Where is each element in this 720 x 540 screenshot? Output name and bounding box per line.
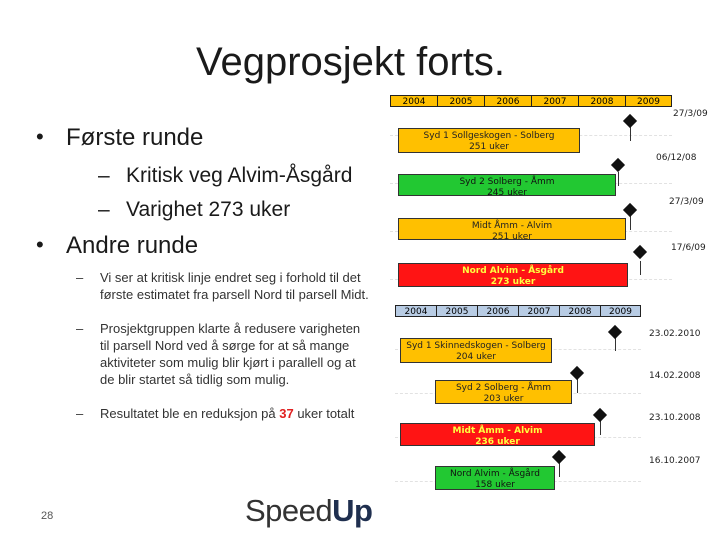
- gantt-second-round: [395, 305, 720, 510]
- slide-title: Vegprosjekt forts.: [196, 40, 506, 84]
- gantt-bar-syd1: [398, 128, 580, 153]
- bar-duration: 204 uker: [456, 352, 496, 362]
- gantt-bar-midt: [398, 218, 626, 240]
- date-label: 23.10.2008: [649, 413, 701, 423]
- sub-bullet-critical-path: [98, 164, 353, 188]
- bullet-second-round: [36, 232, 199, 260]
- milestone-stem: [577, 379, 578, 393]
- sub-bullet-reduction-effort: [76, 320, 370, 388]
- gantt-bar-syd2: [398, 174, 616, 196]
- milestone-stem: [630, 216, 631, 230]
- sub-bullet-duration: [98, 198, 291, 222]
- year-cell: 2009: [600, 305, 641, 317]
- dash-marker: –: [76, 406, 84, 421]
- milestone-diamond: [552, 450, 566, 464]
- result-highlight-number: 37: [279, 406, 294, 421]
- milestone-diamond: [623, 114, 637, 128]
- milestone-diamond: [593, 408, 607, 422]
- sub-bullet-text: Vi ser at kritisk linje endret seg i forhold til det første estimatet fra parsell Nord til parsell Midt.: [100, 270, 369, 302]
- milestone-diamond: [570, 366, 584, 380]
- year-cell: 2007: [518, 305, 559, 317]
- milestone-diamond: [623, 203, 637, 217]
- bar-label: Nord Alvim - Åsgård: [462, 266, 564, 276]
- milestone-diamond: [633, 245, 647, 259]
- logo-part-up: Up: [332, 493, 373, 528]
- bullet-first-round-label: Første runde: [66, 124, 204, 151]
- year-cell: 2006: [477, 305, 518, 317]
- dash-marker: –: [98, 164, 110, 187]
- year-cell: 2005: [436, 305, 477, 317]
- year-cell: 2006: [484, 95, 531, 107]
- date-label: 23.02.2010: [649, 329, 701, 339]
- bullet-first-round: [36, 124, 204, 152]
- date-label: 16.10.2007: [649, 456, 701, 466]
- bullet-dot: •: [36, 124, 44, 149]
- bar-duration: 236 uker: [475, 437, 520, 447]
- logo-part-speed: Speed: [245, 493, 333, 528]
- bar-label: Syd 1 Skinnedskogen - Solberg: [406, 341, 546, 351]
- bar-label: Nord Alvim - Åsgård: [450, 469, 540, 479]
- speedup-logo: [245, 493, 372, 529]
- dash-marker: –: [98, 198, 110, 221]
- year-cell: 2009: [625, 95, 672, 107]
- sub-bullet-text: Kritisk veg Alvim-Åsgård: [126, 164, 353, 187]
- bar-label: Midt Åmm - Alvim: [452, 426, 543, 436]
- milestone-stem: [600, 421, 601, 435]
- bar-duration: 245 uker: [487, 188, 527, 198]
- sub-bullet-critical-line: [76, 269, 370, 303]
- gantt-year-header: [390, 95, 672, 107]
- dash-marker: –: [76, 270, 84, 285]
- dash-marker: –: [76, 321, 84, 336]
- date-label: 06/12/08: [656, 153, 697, 163]
- sub-bullet-text: Prosjektgruppen klarte å redusere varigheten til parsell Nord ved å sørge for at så mange aktiviteter som mulig blir kjørt i parallell og at de blir startet så tidlig som mulig.: [100, 321, 361, 387]
- date-label: 27/3/09: [673, 109, 708, 119]
- year-cell: 2007: [531, 95, 578, 107]
- date-label: 17/6/09: [671, 243, 706, 253]
- gantt-bar-nord: [435, 466, 555, 490]
- gantt-bar-syd1: [400, 338, 552, 363]
- gantt-bar-nord: [398, 263, 628, 287]
- bar-duration: 251 uker: [492, 232, 532, 242]
- bar-label: Syd 2 Solberg - Åmm: [459, 177, 555, 187]
- page-number: 28: [41, 510, 54, 522]
- milestone-stem: [640, 261, 641, 275]
- bar-label: Midt Åmm - Alvim: [471, 221, 553, 231]
- gantt-bar-syd2: [435, 380, 572, 404]
- bullet-second-round-label: Andre runde: [66, 232, 199, 259]
- year-cell: 2008: [559, 305, 600, 317]
- bar-duration: 273 uker: [490, 277, 536, 287]
- result-text-before: Resultatet ble en reduksjon på: [100, 406, 280, 421]
- date-label: 27/3/09: [669, 197, 704, 207]
- gantt-first-round: [390, 95, 720, 295]
- bar-label: Syd 1 Sollgeskogen - Solberg: [423, 131, 555, 141]
- year-cell: 2004: [395, 305, 436, 317]
- year-cell: 2005: [437, 95, 484, 107]
- bar-label: Syd 2 Solberg - Åmm: [455, 383, 552, 393]
- bar-duration: 203 uker: [483, 394, 524, 404]
- gantt-year-header: [395, 305, 641, 317]
- milestone-stem: [618, 172, 619, 186]
- milestone-stem: [615, 337, 616, 351]
- bar-duration: 158 uker: [475, 480, 515, 490]
- date-label: 14.02.2008: [649, 371, 701, 381]
- result-text-after: uker totalt: [293, 406, 355, 421]
- milestone-diamond: [608, 325, 622, 339]
- year-cell: 2008: [578, 95, 625, 107]
- bar-duration: 251 uker: [469, 142, 509, 152]
- year-cell: 2004: [390, 95, 437, 107]
- bullet-dot: •: [36, 232, 44, 257]
- gantt-bar-midt: [400, 423, 595, 446]
- milestone-stem: [559, 463, 560, 477]
- sub-bullet-text: Varighet 273 uker: [126, 198, 291, 221]
- sub-bullet-result: [76, 405, 360, 422]
- milestone-diamond: [611, 158, 625, 172]
